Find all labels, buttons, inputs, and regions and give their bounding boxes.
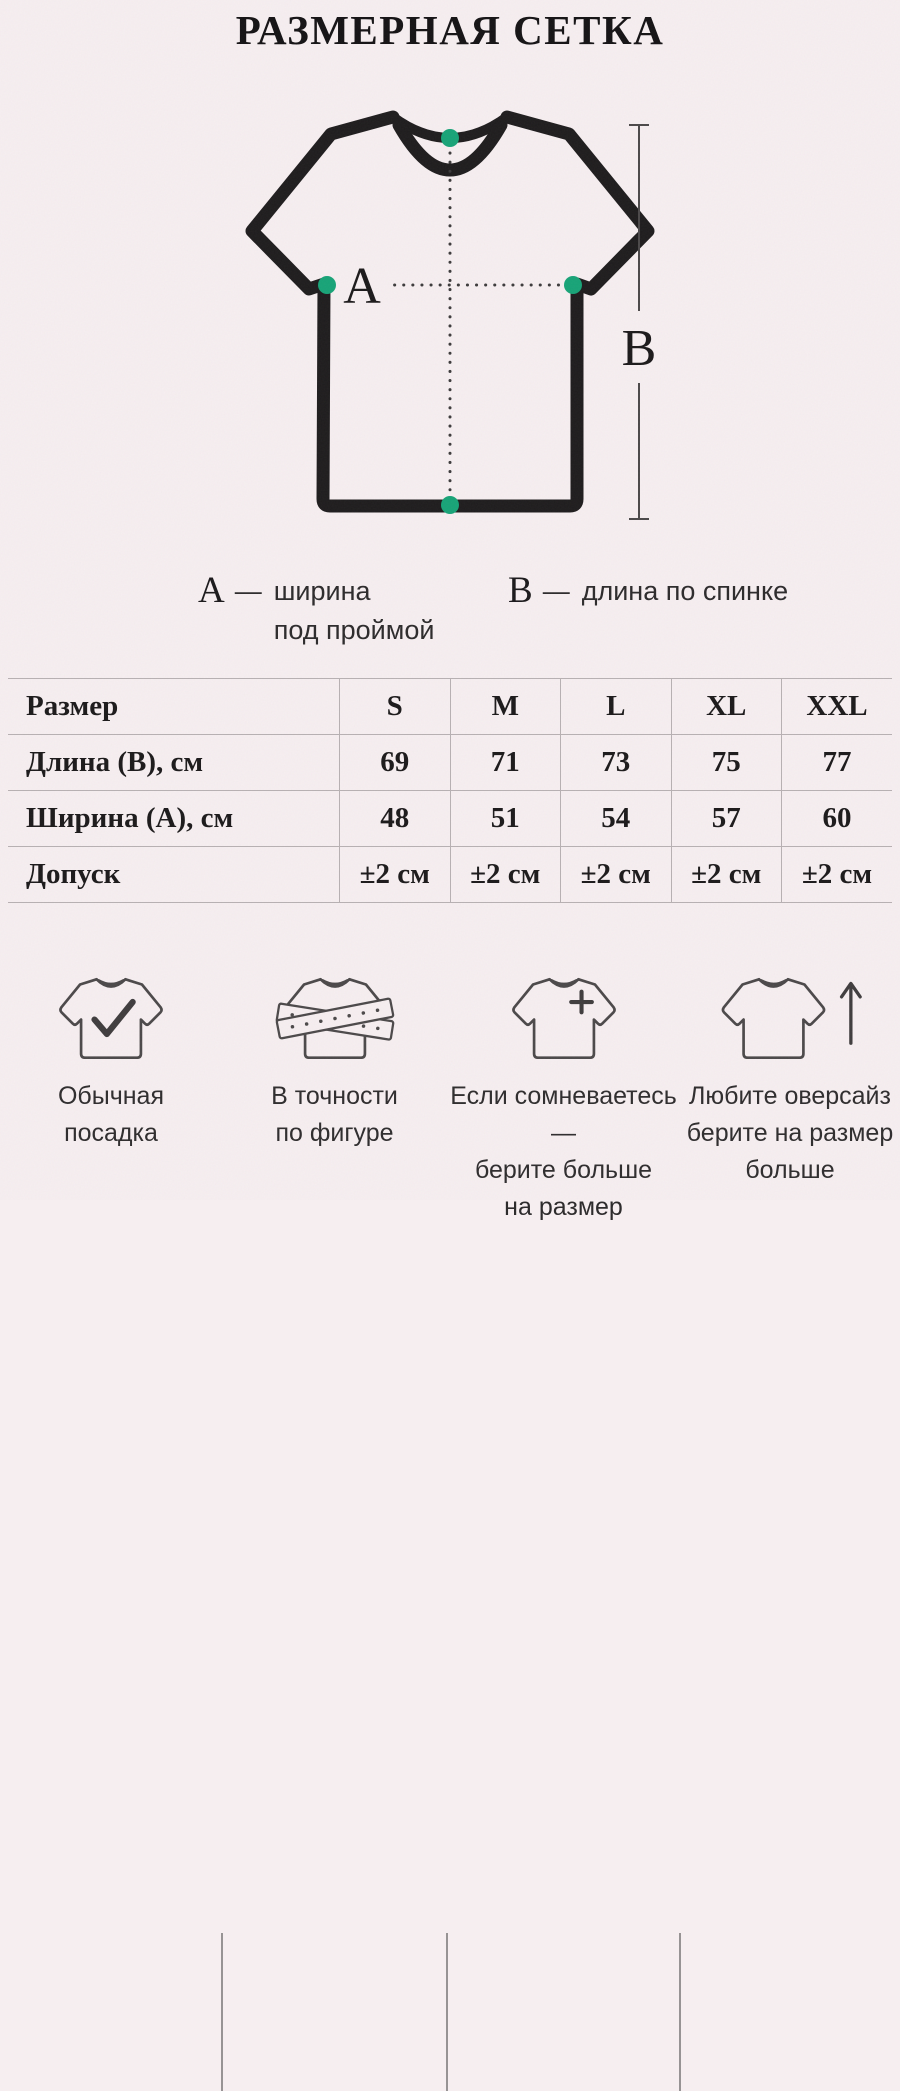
legend-dash: — bbox=[542, 576, 570, 606]
size-cell: 69 bbox=[340, 735, 451, 791]
fit-hint-doubt bbox=[447, 950, 680, 1226]
header-l: L bbox=[561, 679, 672, 735]
size-cell: ±2 см bbox=[782, 847, 893, 903]
size-cell: 75 bbox=[671, 735, 782, 791]
size-cell: 51 bbox=[450, 791, 561, 847]
arrow-up-icon bbox=[842, 983, 861, 1043]
legend-dash: — bbox=[234, 576, 262, 606]
size-table bbox=[8, 678, 892, 903]
legend-item-width bbox=[198, 572, 434, 650]
row-label: Длина (B), см bbox=[8, 735, 340, 791]
tshirt-measure-diagram bbox=[0, 95, 900, 555]
measure-point-dot bbox=[441, 129, 459, 147]
size-cell: 57 bbox=[671, 791, 782, 847]
caption-line: на размер bbox=[504, 1193, 623, 1221]
caption-line: берите больше bbox=[474, 1156, 653, 1184]
row-label: Допуск bbox=[8, 847, 340, 903]
label-b: B bbox=[621, 320, 657, 377]
fit-hints bbox=[0, 950, 900, 1221]
tshirt-plus-icon bbox=[502, 969, 626, 1067]
fit-hint-exact bbox=[222, 950, 447, 1226]
footer-divider bbox=[679, 1933, 681, 2091]
size-cell: ±2 см bbox=[671, 847, 782, 903]
size-cell: 54 bbox=[561, 791, 672, 847]
header-xl: XL bbox=[671, 679, 782, 735]
legend bbox=[0, 572, 900, 656]
tshirt-arrow-icon bbox=[711, 969, 869, 1067]
measure-point-dot bbox=[564, 276, 582, 294]
caption-line: посадка bbox=[64, 1119, 158, 1147]
table-header-row bbox=[8, 679, 892, 735]
legend-text-line: под проймой bbox=[273, 615, 435, 645]
caption-line: Если сомневаетесь — bbox=[450, 1082, 677, 1147]
legend-text-line: длина по спинке bbox=[581, 576, 789, 606]
size-cell: 48 bbox=[340, 791, 451, 847]
row-label: Ширина (A), см bbox=[8, 791, 340, 847]
measure-point-dot bbox=[441, 496, 459, 514]
tshirt-check-icon bbox=[49, 969, 173, 1067]
table-row bbox=[8, 791, 892, 847]
footer-divider bbox=[446, 1933, 448, 2091]
plus-icon bbox=[571, 992, 592, 1013]
caption-line: Любите оверсайз bbox=[688, 1082, 891, 1110]
measure-point-dot bbox=[318, 276, 336, 294]
header-xxl: XXL bbox=[782, 679, 893, 735]
caption-line: Обычная bbox=[57, 1082, 164, 1110]
page-title: РАЗМЕРНАЯ СЕТКА bbox=[235, 7, 665, 53]
size-cell: 71 bbox=[450, 735, 561, 791]
size-cell: ±2 см bbox=[340, 847, 451, 903]
caption-line: берите на размер bbox=[686, 1119, 894, 1147]
caption-line: по фигуре bbox=[275, 1119, 394, 1147]
label-a: A bbox=[343, 258, 381, 315]
header-size: Размер bbox=[8, 679, 340, 735]
header-s: S bbox=[340, 679, 451, 735]
table-row bbox=[8, 735, 892, 791]
legend-item-length bbox=[508, 572, 788, 611]
size-cell: 60 bbox=[782, 791, 893, 847]
size-cell: 77 bbox=[782, 735, 893, 791]
tshirt-tape-icon bbox=[271, 969, 399, 1067]
header-m: M bbox=[450, 679, 561, 735]
size-cell: ±2 см bbox=[450, 847, 561, 903]
tshirt-outline-icon bbox=[0, 95, 900, 555]
legend-letter-b: B bbox=[508, 570, 533, 611]
footer-divider bbox=[221, 1933, 223, 2091]
size-cell: ±2 см bbox=[561, 847, 672, 903]
size-cell: 73 bbox=[561, 735, 672, 791]
caption-line: В точности bbox=[271, 1082, 398, 1110]
fit-hint-regular bbox=[0, 950, 222, 1226]
table-row bbox=[8, 847, 892, 903]
caption-line: больше bbox=[745, 1156, 835, 1184]
fit-hint-oversize bbox=[680, 950, 900, 1226]
legend-text-line: ширина bbox=[273, 576, 371, 606]
legend-letter-a: A bbox=[198, 570, 225, 611]
